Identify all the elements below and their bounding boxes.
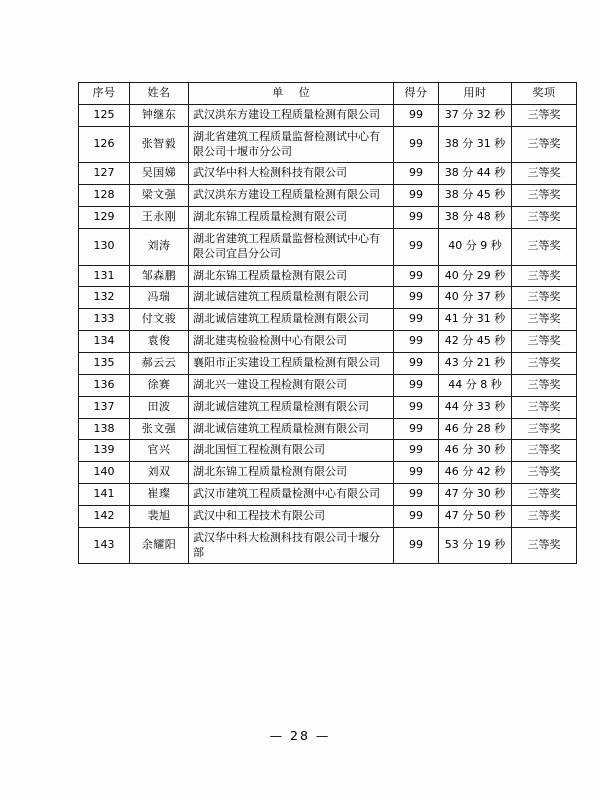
- cell-score: 99: [394, 228, 439, 265]
- cell-score: 99: [394, 396, 439, 418]
- cell-seq: 131: [79, 265, 130, 287]
- cell-seq: 136: [79, 374, 130, 396]
- cell-award: 三等奖: [512, 207, 577, 229]
- cell-time: 37 分 32 秒: [439, 104, 512, 126]
- cell-name: 田波: [130, 396, 189, 418]
- cell-unit: 湖北兴一建设工程检测有限公司: [189, 374, 394, 396]
- cell-award: 三等奖: [512, 352, 577, 374]
- table-row: [79, 418, 577, 440]
- cell-time: 38 分 44 秒: [439, 163, 512, 185]
- cell-name: 刘涛: [130, 228, 189, 265]
- table-row: [79, 505, 577, 527]
- table-row: [79, 374, 577, 396]
- cell-unit: 湖北省建筑工程质量监督检测试中心有限公司宜昌分公司: [189, 228, 394, 265]
- cell-seq: 142: [79, 505, 130, 527]
- table-row: [79, 163, 577, 185]
- cell-name: 崔璨: [130, 484, 189, 506]
- cell-score: 99: [394, 440, 439, 462]
- cell-score: 99: [394, 207, 439, 229]
- cell-unit: 湖北诚信建筑工程质量检测有限公司: [189, 287, 394, 309]
- cell-unit: 湖北东锦工程质量检测有限公司: [189, 462, 394, 484]
- cell-name: 吴国娣: [130, 163, 189, 185]
- cell-unit: 武汉华中科大检测科技有限公司: [189, 163, 394, 185]
- cell-seq: 135: [79, 352, 130, 374]
- cell-award: 三等奖: [512, 104, 577, 126]
- table-row: [79, 126, 577, 163]
- table-header: [79, 83, 577, 105]
- table-row: [79, 104, 577, 126]
- cell-unit: 湖北东锦工程质量检测有限公司: [189, 265, 394, 287]
- cell-score: 99: [394, 374, 439, 396]
- table-row: [79, 484, 577, 506]
- column-header-score: 得分: [394, 83, 439, 105]
- cell-name: 余耀阳: [130, 527, 189, 564]
- column-header-seq: 序号: [79, 83, 130, 105]
- cell-unit: 武汉洪东方建设工程质量检测有限公司: [189, 185, 394, 207]
- cell-seq: 138: [79, 418, 130, 440]
- table-row: [79, 331, 577, 353]
- table-row: [79, 396, 577, 418]
- results-table-container: [78, 82, 561, 564]
- cell-award: 三等奖: [512, 265, 577, 287]
- cell-unit: 湖北诚信建筑工程质量检测有限公司: [189, 396, 394, 418]
- cell-seq: 137: [79, 396, 130, 418]
- table-row: [79, 309, 577, 331]
- cell-time: 38 分 45 秒: [439, 185, 512, 207]
- cell-time: 46 分 42 秒: [439, 462, 512, 484]
- cell-score: 99: [394, 484, 439, 506]
- column-header-unit: 单 位: [189, 83, 394, 105]
- cell-score: 99: [394, 104, 439, 126]
- cell-time: 38 分 48 秒: [439, 207, 512, 229]
- cell-seq: 134: [79, 331, 130, 353]
- cell-award: 三等奖: [512, 331, 577, 353]
- cell-score: 99: [394, 126, 439, 163]
- table-row: [79, 265, 577, 287]
- cell-seq: 139: [79, 440, 130, 462]
- cell-unit: 湖北建夷检验检测中心有限公司: [189, 331, 394, 353]
- cell-award: 三等奖: [512, 505, 577, 527]
- cell-award: 三等奖: [512, 418, 577, 440]
- cell-name: 梁文强: [130, 185, 189, 207]
- column-header-name: 姓名: [130, 83, 189, 105]
- cell-score: 99: [394, 185, 439, 207]
- cell-name: 钟继东: [130, 104, 189, 126]
- table-body: [79, 104, 577, 564]
- cell-score: 99: [394, 265, 439, 287]
- cell-name: 徐赛: [130, 374, 189, 396]
- cell-award: 三等奖: [512, 396, 577, 418]
- cell-seq: 127: [79, 163, 130, 185]
- cell-name: 裴旭: [130, 505, 189, 527]
- table-header-row: [79, 83, 577, 105]
- cell-score: 99: [394, 418, 439, 440]
- cell-award: 三等奖: [512, 484, 577, 506]
- table-row: [79, 287, 577, 309]
- cell-score: 99: [394, 331, 439, 353]
- cell-award: 三等奖: [512, 527, 577, 564]
- cell-name: 王永刚: [130, 207, 189, 229]
- column-header-time: 用时: [439, 83, 512, 105]
- cell-seq: 140: [79, 462, 130, 484]
- cell-time: 43 分 21 秒: [439, 352, 512, 374]
- cell-time: 38 分 31 秒: [439, 126, 512, 163]
- cell-score: 99: [394, 505, 439, 527]
- cell-score: 99: [394, 287, 439, 309]
- cell-score: 99: [394, 309, 439, 331]
- cell-name: 袁俊: [130, 331, 189, 353]
- cell-unit: 湖北省建筑工程质量监督检测试中心有限公司十堰市分公司: [189, 126, 394, 163]
- cell-name: 冯瑞: [130, 287, 189, 309]
- cell-time: 47 分 50 秒: [439, 505, 512, 527]
- cell-name: 付文骏: [130, 309, 189, 331]
- cell-unit: 湖北诚信建筑工程质量检测有限公司: [189, 309, 394, 331]
- cell-seq: 130: [79, 228, 130, 265]
- cell-seq: 129: [79, 207, 130, 229]
- cell-award: 三等奖: [512, 309, 577, 331]
- cell-award: 三等奖: [512, 440, 577, 462]
- cell-unit: 襄阳市正实建设工程质量检测有限公司: [189, 352, 394, 374]
- cell-seq: 132: [79, 287, 130, 309]
- table-row: [79, 207, 577, 229]
- cell-unit: 湖北诚信建筑工程质量检测有限公司: [189, 418, 394, 440]
- cell-seq: 143: [79, 527, 130, 564]
- cell-award: 三等奖: [512, 287, 577, 309]
- column-header-award: 奖项: [512, 83, 577, 105]
- cell-unit: 湖北国恒工程检测有限公司: [189, 440, 394, 462]
- page-number: — 28 —: [269, 728, 331, 743]
- cell-score: 99: [394, 527, 439, 564]
- cell-award: 三等奖: [512, 462, 577, 484]
- cell-name: 张文强: [130, 418, 189, 440]
- cell-name: 邹森鹏: [130, 265, 189, 287]
- table-row: [79, 352, 577, 374]
- cell-time: 44 分 33 秒: [439, 396, 512, 418]
- cell-name: 郝云云: [130, 352, 189, 374]
- cell-seq: 125: [79, 104, 130, 126]
- cell-time: 41 分 31 秒: [439, 309, 512, 331]
- table-row: [79, 185, 577, 207]
- results-table: [78, 82, 577, 564]
- table-row: [79, 440, 577, 462]
- cell-score: 99: [394, 163, 439, 185]
- cell-score: 99: [394, 462, 439, 484]
- cell-time: 40 分 29 秒: [439, 265, 512, 287]
- cell-time: 40 分 9 秒: [439, 228, 512, 265]
- cell-unit: 武汉华中科大检测科技有限公司十堰分部: [189, 527, 394, 564]
- cell-time: 53 分 19 秒: [439, 527, 512, 564]
- cell-name: 张智毅: [130, 126, 189, 163]
- cell-award: 三等奖: [512, 228, 577, 265]
- cell-time: 42 分 45 秒: [439, 331, 512, 353]
- cell-award: 三等奖: [512, 185, 577, 207]
- cell-name: 刘双: [130, 462, 189, 484]
- table-row: [79, 228, 577, 265]
- cell-seq: 133: [79, 309, 130, 331]
- cell-seq: 141: [79, 484, 130, 506]
- cell-name: 官兴: [130, 440, 189, 462]
- cell-score: 99: [394, 352, 439, 374]
- cell-seq: 128: [79, 185, 130, 207]
- cell-unit: 湖北东锦工程质量检测有限公司: [189, 207, 394, 229]
- cell-time: 40 分 37 秒: [439, 287, 512, 309]
- cell-time: 44 分 8 秒: [439, 374, 512, 396]
- cell-time: 46 分 30 秒: [439, 440, 512, 462]
- cell-unit: 武汉中和工程技术有限公司: [189, 505, 394, 527]
- cell-unit: 武汉市建筑工程质量检测中心有限公司: [189, 484, 394, 506]
- cell-time: 47 分 30 秒: [439, 484, 512, 506]
- cell-time: 46 分 28 秒: [439, 418, 512, 440]
- table-row: [79, 527, 577, 564]
- cell-unit: 武汉洪东方建设工程质量检测有限公司: [189, 104, 394, 126]
- cell-award: 三等奖: [512, 374, 577, 396]
- table-row: [79, 462, 577, 484]
- cell-award: 三等奖: [512, 126, 577, 163]
- cell-seq: 126: [79, 126, 130, 163]
- cell-award: 三等奖: [512, 163, 577, 185]
